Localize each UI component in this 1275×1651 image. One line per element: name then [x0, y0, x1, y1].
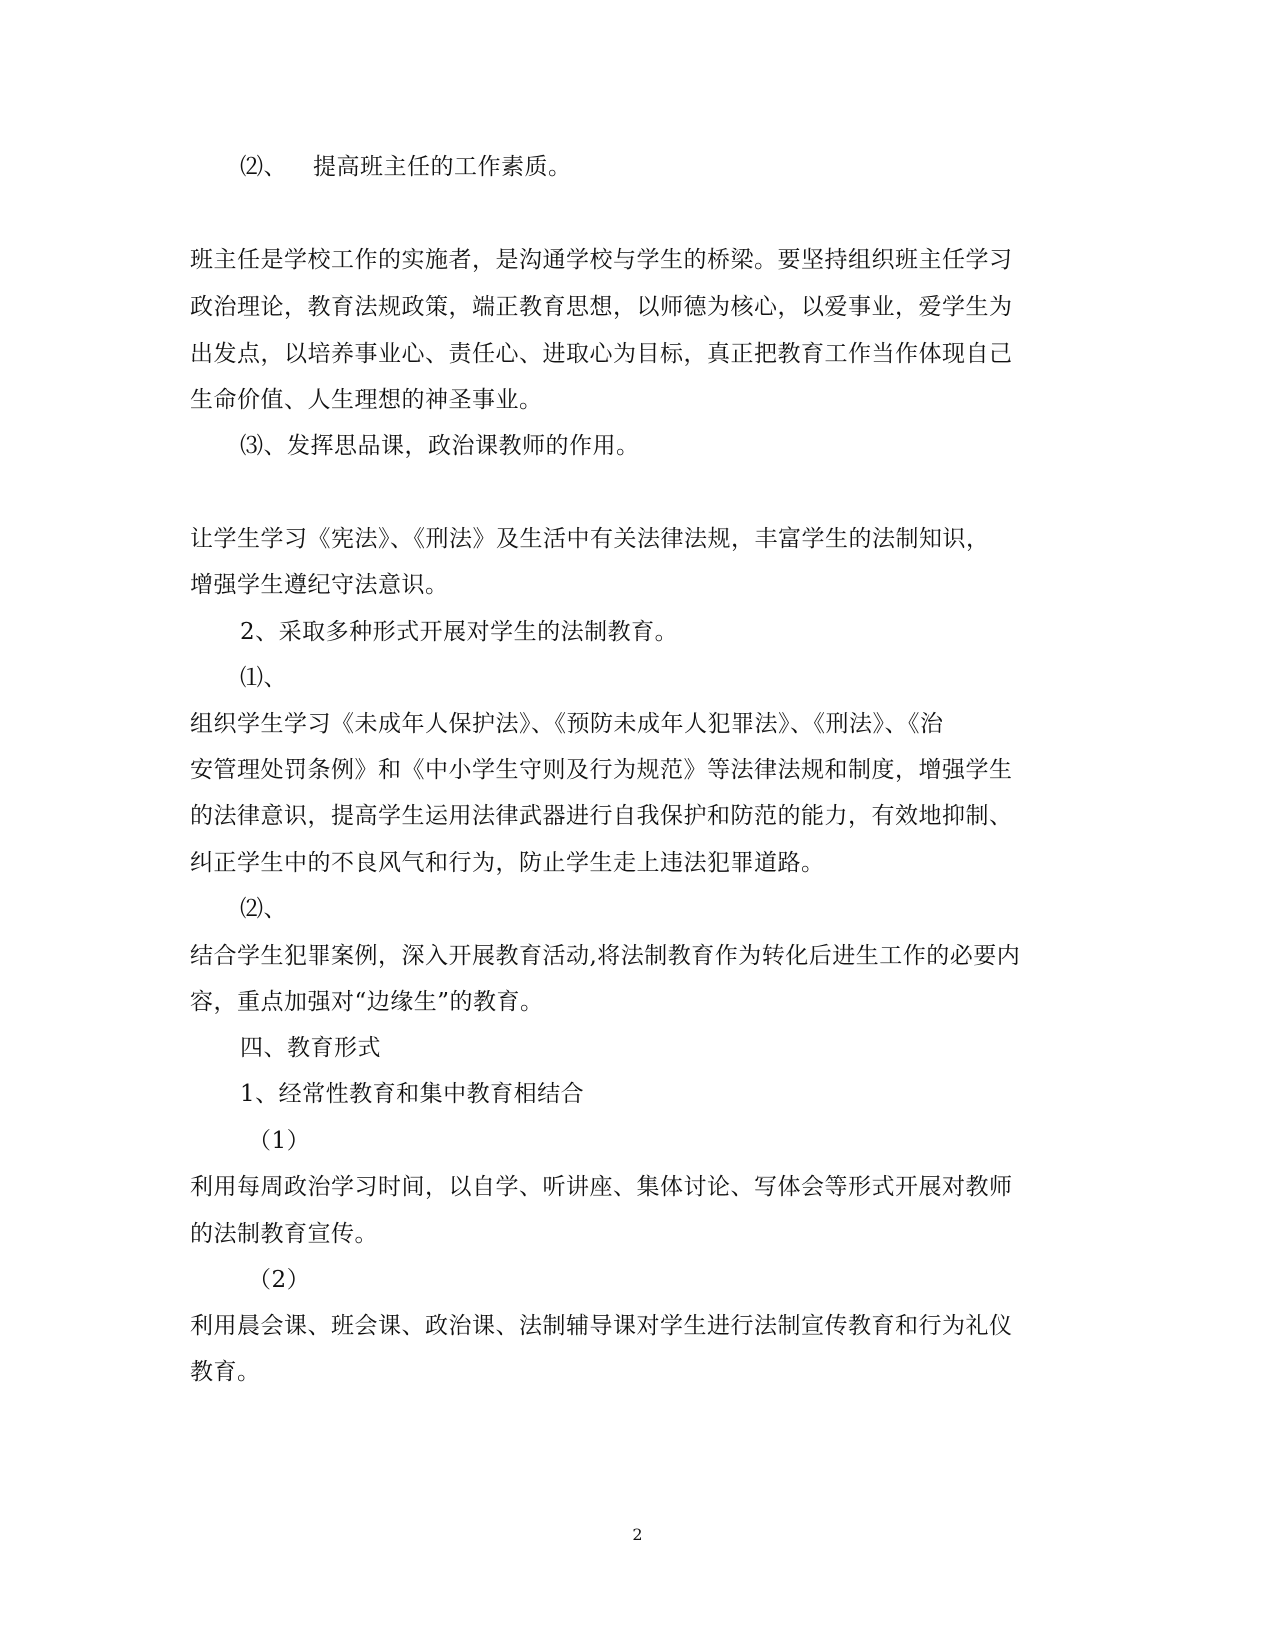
paragraph-line: 出发点，以培养事业心、责任心、进取心为目标，真正把教育工作当作体现自己 [190, 341, 1013, 367]
paragraph-line: 教育。 [190, 1359, 261, 1385]
paragraph-line: 结合学生犯罪案例，深入开展教育活动,将法制教育作为转化后进生工作的必要内 [190, 943, 1021, 969]
section-heading: 2、采取多种形式开展对学生的法制教育。 [240, 619, 679, 645]
paragraph-line: 组织学生学习《未成年人保护法》、《预防未成年人犯罪法》、《刑法》、《治 [190, 711, 944, 737]
paragraph-line: 容，重点加强对“边缘生”的教育。 [190, 989, 544, 1015]
item-label: （2） [248, 1267, 311, 1293]
paragraph-line: 的法制教育宣传。 [190, 1221, 378, 1247]
heading-text: 提高班主任的工作素质。 [313, 154, 572, 180]
heading-line: ⑶、发挥思品课，政治课教师的作用。 [240, 433, 640, 459]
page-number: 2 [632, 1525, 643, 1544]
paragraph-line: 增强学生遵纪守法意识。 [190, 572, 449, 598]
paragraph-line: 利用晨会课、班会课、政治课、法制辅导课对学生进行法制宣传教育和行为礼仪 [190, 1313, 1013, 1339]
item-label: ⑴、 [240, 665, 287, 691]
paragraph-line: 生命价值、人生理想的神圣事业。 [190, 387, 543, 413]
paragraph-line: 利用每周政治学习时间，以自学、听讲座、集体讨论、写体会等形式开展对教师 [190, 1174, 1013, 1200]
paragraph-line: 的法律意识，提高学生运用法律武器进行自我保护和防范的能力，有效地抑制、 [190, 803, 1013, 829]
section-heading: 四、教育形式 [240, 1035, 381, 1061]
paragraph-line: 政治理论，教育法规政策，端正教育思想，以师德为核心，以爱事业，爱学生为 [190, 294, 1013, 320]
item-label: （1） [248, 1128, 311, 1154]
heading-line [240, 152, 572, 182]
paragraph-line: 纠正学生中的不良风气和行为，防止学生走上违法犯罪道路。 [190, 850, 825, 876]
subsection-heading: 1、经常性教育和集中教育相结合 [240, 1081, 585, 1107]
paragraph-line: 安管理处罚条例》和《中小学生守则及行为规范》等法律法规和制度，增强学生 [190, 757, 1013, 783]
item-label: ⑵、 [240, 896, 287, 922]
paragraph-line: 让学生学习《宪法》、《刑法》及生活中有关法律法规，丰富学生的法制知识， [190, 526, 990, 552]
paragraph-line: 班主任是学校工作的实施者，是沟通学校与学生的桥梁。要坚持组织班主任学习 [190, 247, 1013, 273]
heading-number: ⑵、 [240, 154, 287, 180]
